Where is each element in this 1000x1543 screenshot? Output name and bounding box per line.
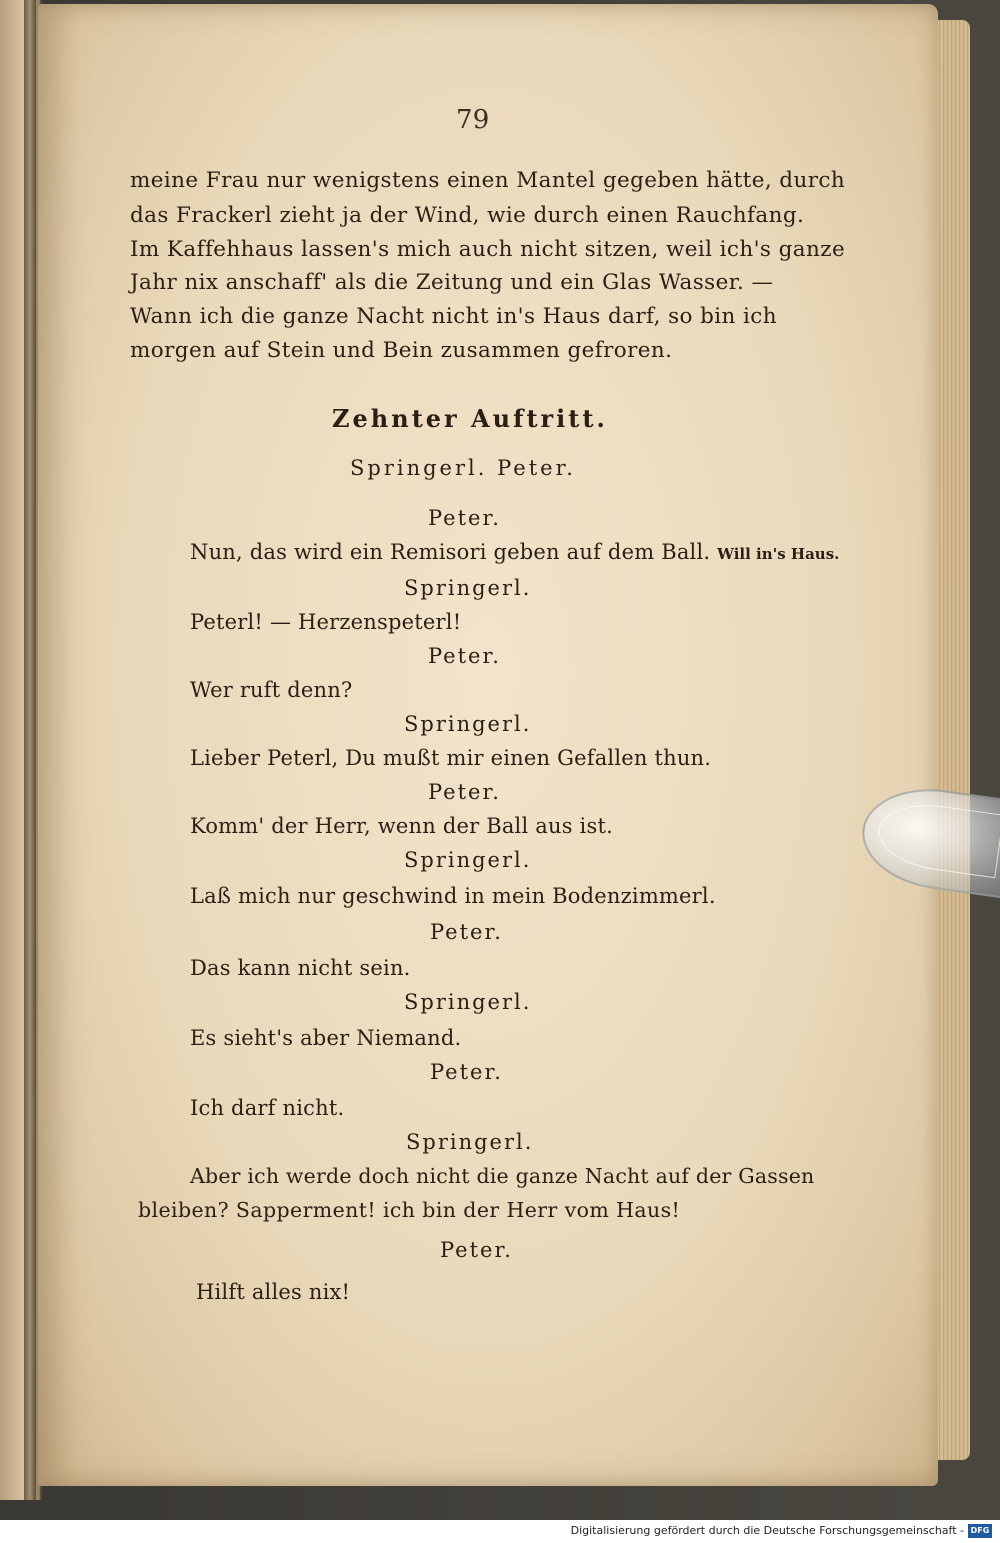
dialogue-line: Komm' der Herr, wenn der Ball aus ist.	[190, 814, 613, 838]
dialogue-line: Peterl! — Herzenspeterl!	[190, 610, 462, 634]
speaker-name: Peter.	[430, 1060, 503, 1084]
dialogue-line	[190, 540, 839, 564]
dialogue-text: Nun, das wird ein Remisori geben auf dem Ball.	[190, 540, 711, 564]
speaker-name: Peter.	[440, 1238, 513, 1262]
dialogue-line-continued: bleiben? Sapperment! ich bin der Herr vom Haus!	[138, 1198, 681, 1222]
speaker-name: Springerl.	[404, 990, 532, 1014]
stage-direction: Will in's Haus.	[717, 545, 840, 563]
dialogue-line: Ich darf nicht.	[190, 1096, 345, 1120]
speaker-name: Peter.	[430, 920, 503, 944]
digitization-footer	[0, 1520, 1000, 1543]
paragraph-line: Jahr nix anschaff' als die Zeitung und ein Glas Wasser. —	[130, 270, 774, 295]
dialogue-line: Wer ruft denn?	[190, 678, 353, 702]
speaker-name: Springerl.	[404, 848, 532, 872]
speaker-name: Springerl.	[404, 712, 532, 736]
book-spine	[24, 0, 36, 1500]
paragraph-line: meine Frau nur wenigstens einen Mantel gegeben hätte, durch	[130, 168, 846, 193]
paragraph-line: das Frackerl zieht ja der Wind, wie durch einen Rauchfang.	[130, 203, 805, 228]
paragraph-line: Im Kaffehhaus lassen's mich auch nicht sitzen, weil ich's ganze	[130, 237, 846, 262]
dialogue-line: Es sieht's aber Niemand.	[190, 1026, 462, 1050]
paragraph-line: Wann ich die ganze Nacht nicht in's Haus darf, so bin ich	[130, 304, 777, 329]
page-number: 79	[456, 105, 490, 135]
dialogue-line: Laß mich nur geschwind in mein Bodenzimmerl.	[190, 884, 716, 908]
speaker-name: Springerl.	[406, 1130, 534, 1154]
dfg-logo: DFG	[968, 1524, 992, 1538]
footer-credit: Digitalisierung gefördert durch die Deutsche Forschungsgemeinschaft -	[570, 1524, 964, 1537]
dialogue-line: Hilft alles nix!	[196, 1280, 351, 1304]
character-list: Springerl. Peter.	[350, 456, 576, 480]
dialogue-line: Lieber Peterl, Du mußt mir einen Gefallen thun.	[190, 746, 712, 770]
dialogue-line: Aber ich werde doch nicht die ganze Nacht auf der Gassen	[190, 1164, 815, 1188]
scene-heading: Zehnter Auftritt.	[332, 404, 608, 433]
dialogue-line: Das kann nicht sein.	[190, 956, 411, 980]
speaker-name: Peter.	[428, 780, 501, 804]
paragraph-line: morgen auf Stein und Bein zusammen gefroren.	[130, 338, 673, 363]
speaker-name: Springerl.	[404, 576, 532, 600]
speaker-name: Peter.	[428, 506, 501, 530]
speaker-name: Peter.	[428, 644, 501, 668]
